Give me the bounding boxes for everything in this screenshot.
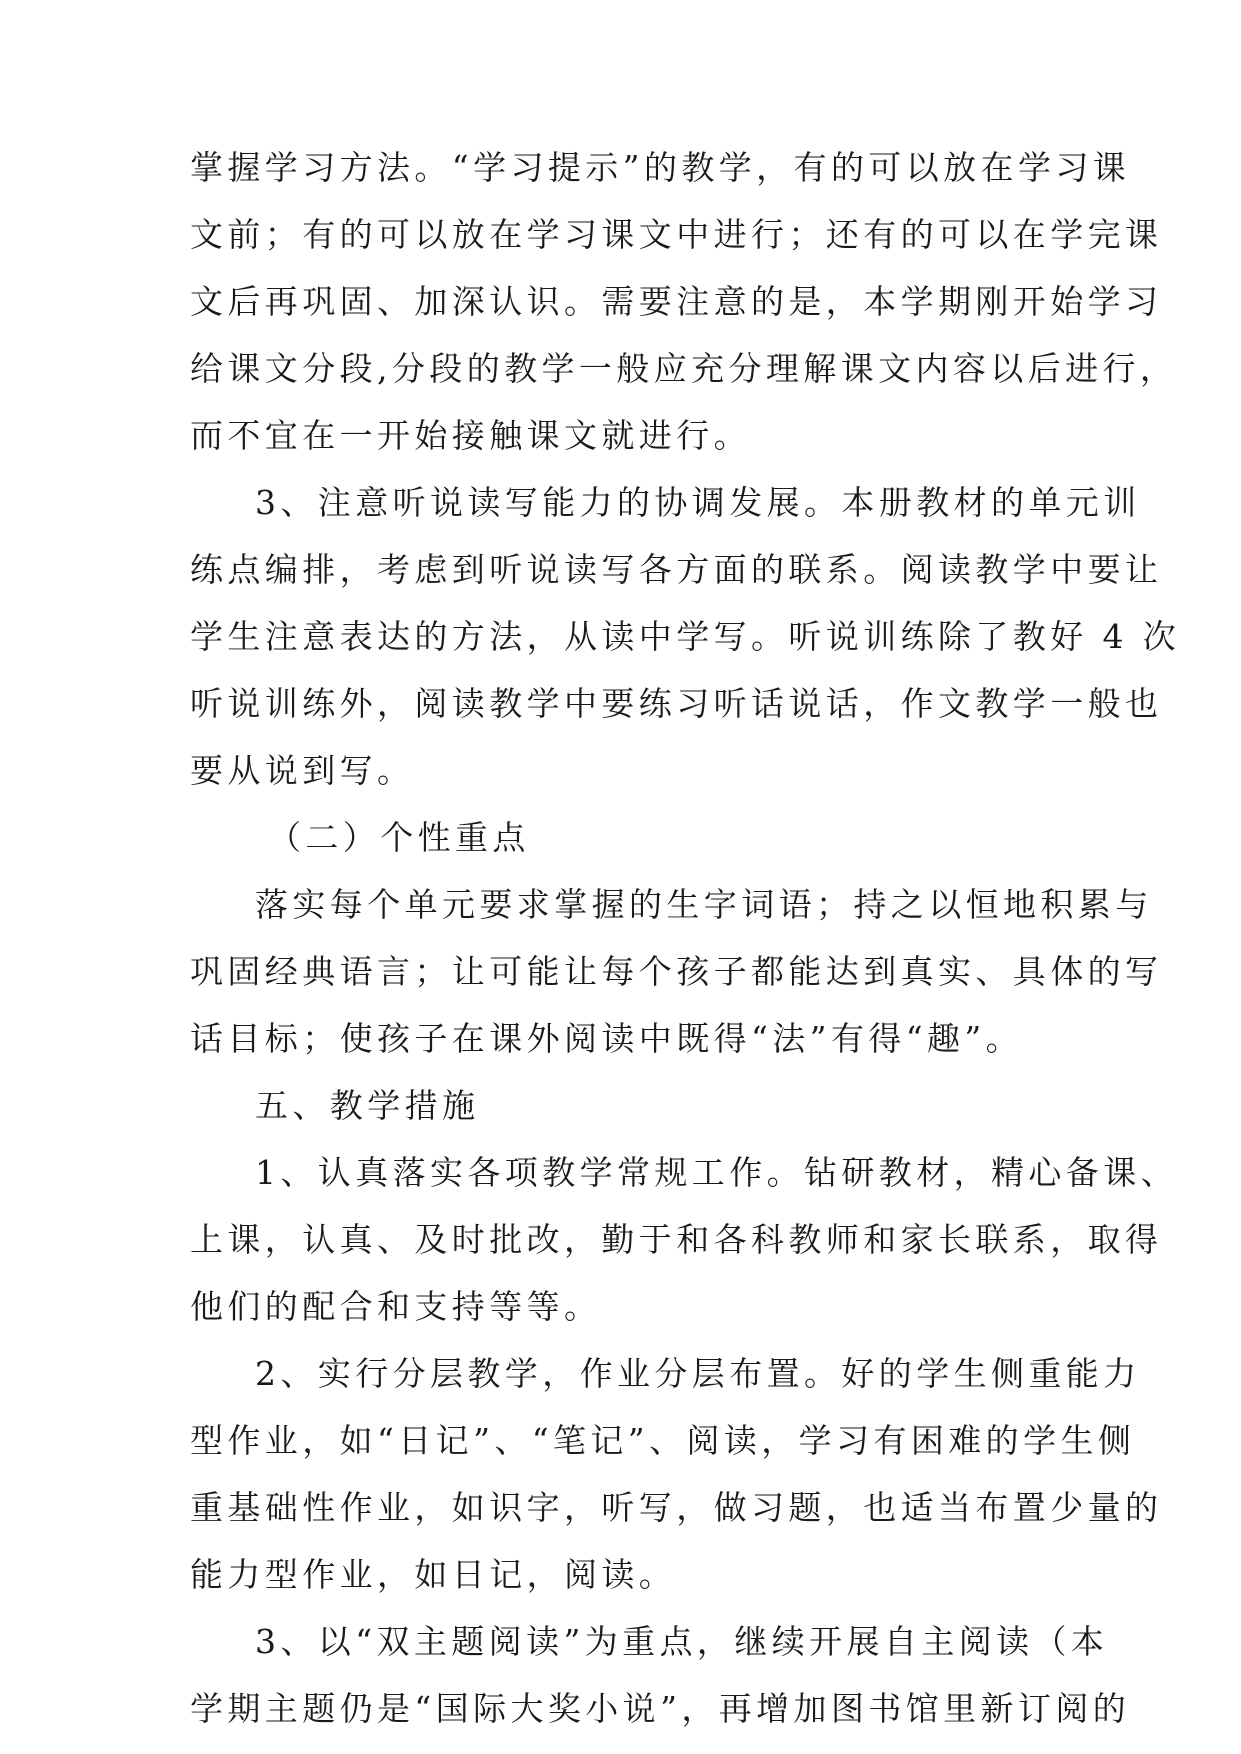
paragraph-line: 3、注意听说读写能力的协调发展。本册教材的单元训: [255, 483, 1141, 522]
paragraph-line: 学生注意表达的方法，从读中学写。听说训练除了教好 4 次: [190, 617, 1181, 656]
section-heading: 五、教学措施: [255, 1086, 480, 1125]
paragraph-line: 练点编排，考虑到听说读写各方面的联系。阅读教学中要让: [190, 550, 1163, 589]
paragraph-line: 要从说到写。: [190, 751, 415, 790]
paragraph-line: 能力型作业，如日记，阅读。: [190, 1555, 677, 1594]
paragraph-line: 巩固经典语言；让可能让每个孩子都能达到真实、具体的写: [190, 952, 1163, 991]
paragraph-line: 型作业，如“日记”、“笔记”、阅读，学习有困难的学生侧: [190, 1421, 1136, 1460]
paragraph-line: 而不宜在一开始接触课文就进行。: [190, 416, 751, 455]
paragraph-line: 文前；有的可以放在学习课文中进行；还有的可以在学完课: [190, 215, 1163, 254]
paragraph-line: 落实每个单元要求掌握的生字词语；持之以恒地积累与: [255, 885, 1153, 924]
paragraph-line: 2、实行分层教学，作业分层布置。好的学生侧重能力: [255, 1354, 1141, 1393]
paragraph-line: 话目标；使孩子在课外阅读中既得“法”有得“趣”。: [190, 1019, 1024, 1058]
paragraph-line: 学期主题仍是“国际大奖小说”，再增加图书馆里新订阅的: [190, 1689, 1131, 1728]
paragraph-line: 文后再巩固、加深认识。需要注意的是，本学期刚开始学习: [190, 282, 1163, 321]
paragraph-line: 听说训练外，阅读教学中要练习听话说话，作文教学一般也: [190, 684, 1163, 723]
paragraph-line: 他们的配合和支持等等。: [190, 1287, 602, 1326]
section-heading: （二）个性重点: [268, 818, 530, 857]
paragraph-line: 重基础性作业，如识字，听写，做习题，也适当布置少量的: [190, 1488, 1163, 1527]
paragraph-line: 掌握学习方法。“学习提示”的教学，有的可以放在学习课: [190, 148, 1131, 187]
paragraph-line: 3、以“双主题阅读”为重点，继续开展自主阅读（本: [255, 1622, 1109, 1661]
paragraph-line: 1、认真落实各项教学常规工作。钻研教材，精心备课、: [255, 1153, 1178, 1192]
paragraph-line: 给课文分段,分段的教学一般应充分理解课文内容以后进行，: [190, 349, 1178, 388]
paragraph-line: 上课，认真、及时批改，勤于和各科教师和家长联系，取得: [190, 1220, 1163, 1259]
